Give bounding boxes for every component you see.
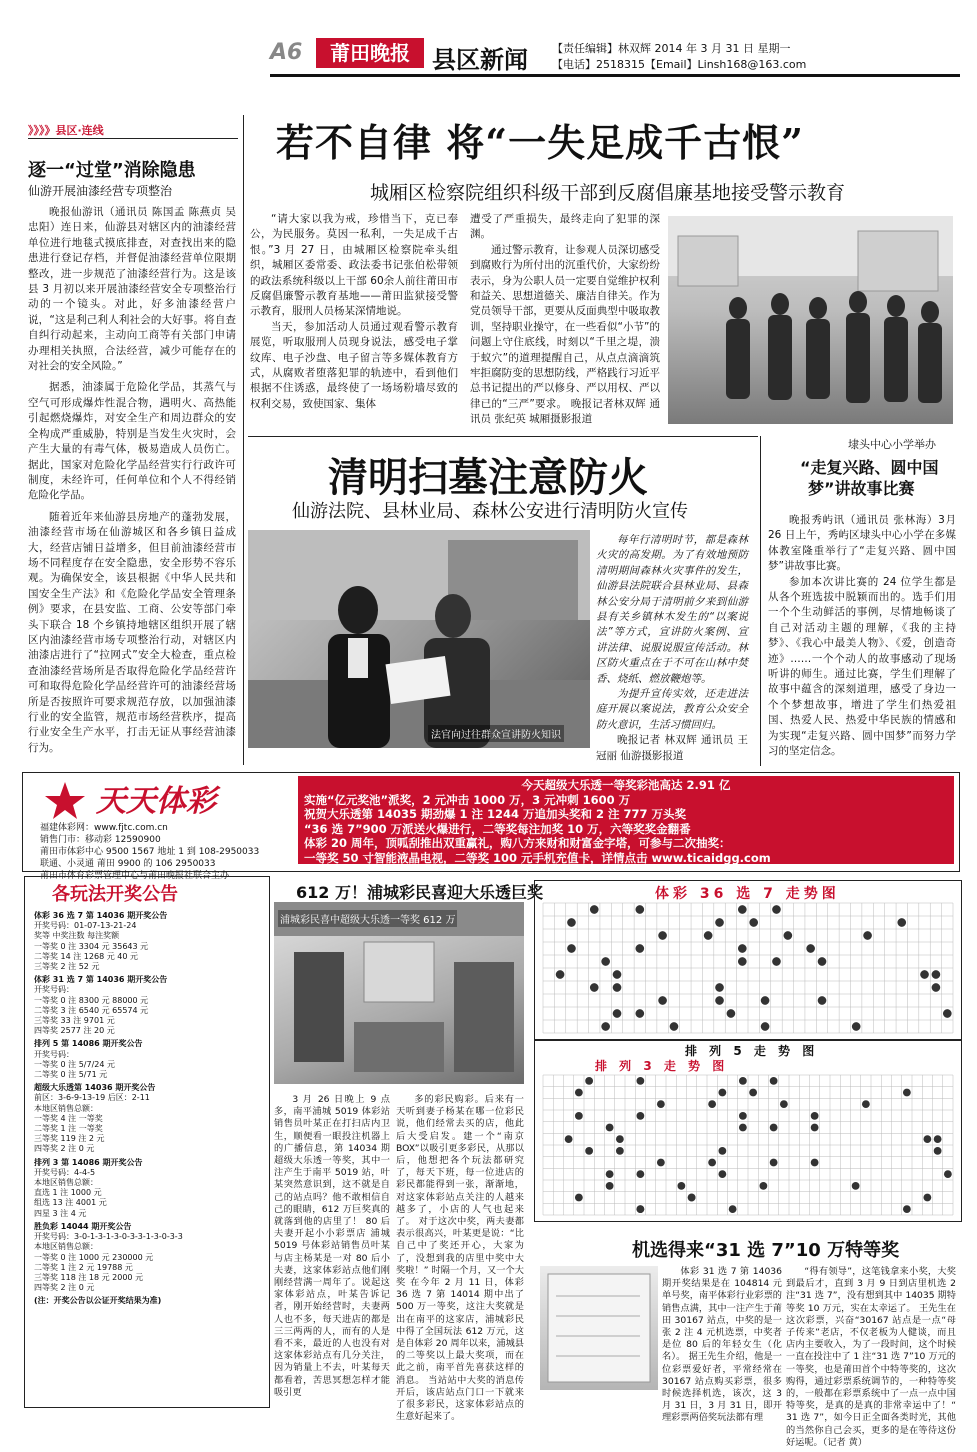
section-title: 县区新闻 [432,46,528,74]
announcement-line: 排列 3 第 14086 期开奖公告 [34,1157,143,1167]
trend-dot [616,1135,624,1143]
left-paragraph: 晚报仙游讯（通讯员 陈国孟 陈燕贞 吴忠阳）连日来，仙游县对辖区内的油漆经营单位进行地毯式摸底排查，对查找出来的隐患进行登记存档，并督促油漆经营单位限期整改，进一步规范了油漆经营行为。这是该县 3 月初以来开展油漆经营安全专项整治行动的一个镜头。对此，好多油漆经营户说，“这是利己利人利社会的大好事。将自查自纠行动起来，主动向工商等有关部门申请办理相关执照，合法经营，减少可能存在的对社会的安全风险。” [28,206,236,373]
trend-chart-36x7 [534,880,962,1040]
announcement-list [34,908,262,1307]
promo-line: 今天超级大乐透一等奖彩池高达 2.91 亿 [521,778,731,792]
trend-dot [770,1159,778,1167]
announcement-line: 超级大乐透第 14036 期开奖公告 [34,1083,156,1093]
qingming-subtitle: 仙游法院、县林业局、森林公安进行清明防火宣传 [292,501,688,522]
trend-dot [567,918,576,927]
announcement-line: 四等奖 2577 注 20 元 [34,1026,115,1036]
announcement-line: 胜负彩 14044 期开奖公告 [34,1221,132,1231]
announcement-line: 二等奖 1 注 一等奖 [34,1124,103,1134]
right-story-body [768,513,956,760]
qingming-note: 每年行清明时节，都是森林火灾的高发期。为了有效地预防清明期间森林火灾事件的发生，仙游县法院联合县林业局、县森林公安分局于清明前夕来到仙游县有关乡镇林木发生的“以案说法”等方式，宣讲防火案例、宣讲法律、说服说服宣传活动。林区防火重点在于不可在山林中焚香、烧纸、燃放鞭炮等。 [596,534,748,685]
announcement-line: 一等奖 0 注 8300 元 88000 元 [34,995,149,1005]
trend-dot [943,1009,952,1018]
announcement-line: 开奖号码：4-4-5 [34,1167,96,1177]
main-story-subtitle: 城厢区检察院组织科级干部到反腐倡廉基地接受警示教育 [370,182,846,204]
story-612-photo-caption: 浦城彩民喜中超级大乐透一等奖 612 万 [278,910,457,927]
story-317-title: 机选得来“31 选 7”10 万特等奖 [632,1240,900,1261]
story-612-paragraph: 3 月 26 日晚上 9 点多，南平浦城 5019 体彩站销售员叶某正在打扫店内卫生，顺便看一眼投注机器上的广播信息，第 14034 期超级大乐透一等奖，其中一注产生于南平 5019 站，叶某突然意识到，这不就是自己的站点吗？他不敢相信自己的眼睛，612 万巨奖真的就落到他的店里了！ 80 后夫妻开起小小彩票店 浦城 5019 号体彩站销售员叶某与店主杨某是一对 80 后小夫妻，这家体彩站点他们刚刚经营满一周年了。说起这家体彩站点，叶某告诉记者，刚开始经营时，夫妻两人也不多，每天进店的都是三三两两的人，而有的人是看不来，最近的人也没有对这家体彩站点有几分关注，因为销量上不去，叶某每天都看着，苦思冥想怎样才能吸引更 [274,1094,390,1398]
trend-dot [811,1112,819,1120]
trend-dot [934,1135,942,1143]
header-rule [270,74,960,77]
left-story-subtitle: 仙游开展油漆经营专项整治 [28,184,173,198]
trend-dot [658,996,667,1005]
announcement-line: 开奖号码： [34,1049,74,1059]
trend-dot [688,1194,696,1202]
street-photo-illustration [248,530,590,748]
trend-dot [770,1124,778,1132]
announcement-line: 一等奖 4 注 一等奖 [34,1113,103,1123]
trend-dot [761,1022,770,1031]
column-divider [243,115,244,765]
trend-dot [770,1077,778,1085]
trend-dot [811,1124,819,1132]
qingming-photo [248,530,590,748]
trend-dot [606,1182,614,1190]
trend-dot [920,970,929,979]
right-title-line2: 梦”讲故事比赛 [808,479,915,498]
announcement-line: 二等奖 14 注 1268 元 40 元 [34,951,138,961]
main-story-title: 若不自律 将“一失足成千古恨” [276,120,804,165]
qingming-photo-caption: 法官向过往群众宣讲防火知识 [428,725,564,742]
lottery-brand: 天天体彩 [96,784,216,819]
trend-dot [636,1170,644,1178]
announcement-line: 本地区销售总额： [34,1178,98,1188]
announcement-line: 本地区销售总额： [34,1103,98,1113]
lottery-contact [40,822,259,882]
trend-dot [739,1112,747,1120]
trend-dot [565,1135,573,1143]
announcement-line: 本地区销售总额： [34,1242,98,1252]
right-kicker: 埭头中心小学举办 [848,438,936,451]
trend-dot [932,983,941,992]
left-story-title: 逐一“过堂”消除隐患 [28,160,196,181]
contact-line: 【电话】2518315【Email】Linsh168@163.com [552,58,807,71]
trend-dot [739,1124,747,1132]
left-kicker: 》》》》县区·连线 [28,124,104,137]
editor-line: 【责任编辑】林双辉 2014 年 3 月 31 日 星期一 [552,42,791,55]
chart-grid [535,1041,961,1221]
trend-dot [590,905,599,914]
trend-dot [738,905,747,914]
trend-dot [727,1009,736,1018]
story-317-col1 [662,1266,782,1425]
trend-dot [897,918,906,927]
trend-dot [613,1009,622,1018]
left-kicker-rule [28,138,238,139]
trend-dot [616,1147,624,1155]
ticket-illustration [540,1266,658,1390]
trend-dot [749,918,758,927]
trend-dot [772,905,781,914]
announcement-line: 三等奖 33 注 9701 元 [34,1016,115,1026]
qingming-note-2: 为提升宣传实效，还走进法庭开展以案说法，教育公众安全防火意识，生活习惯回归。 [596,688,748,731]
trend-dot [862,1100,870,1108]
paper-logo: 莆田晚报 [316,38,424,68]
trend-dot [657,1100,665,1108]
announcement-line: 开奖号码：01-07-13-21-24 [34,921,137,931]
trend-dot [575,1089,583,1097]
announcement-line: 二等奖 3 注 6540 元 65574 元 [34,1005,149,1015]
announcement-line: 一等奖 0 注 1000 元 230000 元 [34,1252,154,1262]
trend-dot [606,1170,614,1178]
announcement-line: 一等奖 0 注 3304 元 35643 元 [34,941,149,951]
chart-title: 体彩 36 选 7 走势图 [655,886,840,902]
trend-dot [818,957,827,966]
announcement-line: 体彩 36 选 7 第 14036 期开奖公告 [34,911,168,920]
chart-title: 排 列 3 走 势 图 [595,1059,729,1073]
trend-dot [739,1077,747,1085]
trend-dot [863,931,872,940]
trend-dot [718,1089,726,1097]
trend-dot [852,1182,860,1190]
trend-dot [613,983,622,992]
contact-line: 莆田市体育彩票管理中心与莆田晚报社联合主办 [40,871,230,881]
promo-line: 祝贺大乐透第 14035 期劲爆 1 注 1244 万追加头奖和 2 注 777 万头奖 [304,807,687,821]
announcement-line: 奖等 中奖注数 每注奖额 [34,931,120,941]
trend-dot [718,1147,726,1155]
trend-dot [585,1147,593,1155]
star-logo-icon [40,780,90,824]
announcement-line: 开奖号码：3-0-1-3-1-3-0-3-3-1-3-0-3-3 [34,1232,183,1242]
trend-dot [635,944,644,953]
section-rule [248,436,758,437]
main-paragraph: 通过警示教育，让参观人员深切感受到腐败行为所付出的沉重代价，大家纷纷表示，身为公职人员一定要自觉维护权利和益关、思想道德关、廉洁自律关。作为党员领导干部，更要从反面典型中吸取教训，坚持职业操守，在一些看似“小节”的问题上守住底线，时刻以“千里之堤，溃于蚁穴”的道理提醒自己，从点点滴滴筑牢拒腐防变的思想防线，严格践行习近平总书记提出的严以修身、严以用权、严以律已的“三严”要求。 晚报记者林双辉 通讯员 张纪英 城厢摄影报道 [470,243,660,426]
contact-line: 莆田市体彩中心 9500 1567 地址 1 到 108-2950033 [40,847,260,857]
trend-dot [715,918,724,927]
story-612-photo [274,902,524,1084]
story-317-col2 [786,1266,956,1449]
left-story-body [28,205,236,756]
trend-dot [784,931,793,940]
trend-dot [657,1159,665,1167]
announcement-line: 直选 1 注 1000 元 [34,1188,102,1198]
promo-line: 实施“亿元奖池”派奖，2 元冲击 1000 万，3 元冲刺 1600 万 [304,792,631,807]
trend-dot [606,1124,614,1132]
contact-line: 福建体彩网：www.fjtc.com.cn [40,823,168,833]
announcement-line: 三等奖 119 注 2 元 [34,1134,105,1144]
announcement-line: 开奖号码： [34,985,74,995]
story-612-title: 612 万！浦城彩民喜迎大乐透巨奖 [296,883,543,902]
announcement-line: 一等奖 0 注 5/7/24 元 [34,1059,116,1069]
main-paragraph: 当天，参加活动人员通过观看警示教育展览，听取服刑人员现身说法，感受电子掌纹库、电子沙盘、电子留言等多媒体教育方式，从腐败者堕落犯罪的轨迹中，看到他们根据不住诱惑，最终使了一场场粉墙尽致的权利交易，致使国家、集体 [250,320,458,410]
trend-dot [903,1089,911,1097]
trend-dot [934,1147,942,1155]
trend-dot [759,1182,767,1190]
column-divider [760,436,761,766]
trend-dot [575,1194,583,1202]
promo-line: 体彩 20 周年，顶呱刮推出双重赢礼，购八方来财和财富金字塔，可参与二次抽奖： [304,836,731,850]
story-317-photo [540,1266,658,1390]
trend-dot [738,944,747,953]
trend-dot [806,944,815,953]
contact-line: 销售门市：移动彩 12590900 [40,835,161,845]
announcement-line: 四等奖 2 注 0 元 [34,1283,95,1293]
page-number: A6 [270,40,303,65]
qingming-byline: 晚报记者 林双辉 通讯员 王冠丽 仙游摄影报道 [596,734,748,762]
trend-dot [761,996,770,1005]
trend-chart-pl3 [534,1040,962,1222]
announcement-line: 四星 3 注 4 元 [34,1208,87,1218]
trend-dot [708,1100,716,1108]
trend-dot [590,983,599,992]
trend-dot [772,957,781,966]
announcement-title: 各玩法开奖公告 [52,884,178,905]
lottery-shop-illustration [274,902,524,1084]
trend-dot [729,1205,737,1213]
trend-dot [749,1089,757,1097]
right-paragraph: 参加本次讲比赛的 24 位学生都是从各个班选拔中脱颖而出的。选手们用一个个生动鲜活的事例，尽情地畅谈了自己对活动主题的理解，《我的主持梦》、《我心中最美人物》、《爱，创造奇迹》……一个个动人的故事感动了现场听讲的师生。通过比赛，学生们理解了故事中蕴含的深刻道理，感受了身边一个个梦想故事，增进了学生们热爱祖国、热爱人民、热爱中华民族的情感和为实现“走复兴路、圆中国梦”而努力学习的坚定信念。 [768,575,956,758]
promo-line: “36 选 7”900 万派送火爆进行，二等奖每注加奖 10 万，六等奖奖金翻番 [304,821,691,836]
main-paragraph: “请大家以我为戒，珍惜当下，克已奉公，为民服务。莫因一私利，一失足成千古恨。”3 月 27 日，由城厢区检察院牵头组织，城厢区委常委、政法委书记张伯松带领的政法系统科级以上干部 60余人前往莆田市反腐倡廉警示教育基地——莆田监狱接受警示教育，服刑人员杨某深情地说。 [250,213,458,318]
announcement-line: 四等奖 2 注 0 元 [34,1144,95,1154]
main-story-col1 [250,212,458,412]
trend-dot [635,905,644,914]
announcement-line: 组选 13 注 4001 元 [34,1198,107,1208]
trend-dot [818,996,827,1005]
trend-dot [738,957,747,966]
story-612-col1 [274,1094,390,1399]
trend-dot [677,1182,685,1190]
chart-grid [535,881,961,1039]
announcement-line: 二等奖 0 注 5/71 元 [34,1070,108,1080]
trend-dot [636,1112,644,1120]
right-title-line1: “走复兴路、圆中国 [800,458,939,477]
announcement-line: 三等奖 2 注 52 元 [34,962,100,972]
qingming-title: 清明扫墓注意防火 [328,454,648,501]
trend-dot [715,996,724,1005]
trend-dot [718,1170,726,1178]
right-paragraph: 晚报秀屿讯（通讯员 张林海）3月 26 日上午，秀屿区埭头中心小学在多媒体教室隆重举行了“走复兴路、圆中国梦”讲故事比赛。 [768,514,956,573]
chart-banner: 排 列 5 走 势 图 [685,1044,819,1058]
left-paragraph: 据悉，油漆属于危险化学品，其蒸气与空气可形成爆炸性混合物，遇明火、高热能引起燃烧爆炸，对安全生产和周边群众的安全构成严重威胁，特别是当发生火灾时，会产生大量的有毒气体，极易造成人员伤亡。据此，国家对危险化学品经营实行行政许可制度，未经许可，任何单位和个人不得经销危险化学品。 [28,381,236,502]
story-612-paragraph: 多的彩民购彩。后来有一天听到妻子杨某在哪一位彩民说，他们经常去买的店，他此后大受启发。建一个“南京 BOX”以吸引更多彩民，从那以后，他想把各个玩法都研究了，每天下班，每一位进店的彩民都能得到一张，渐渐地，对这家体彩站点关注的人越来越多了，小店的人气也起来了。 对于这次中奖，两夫妻都表示很高兴，叶某更是说：“比自己中了奖还开心，大家为了，没想到我的店里中奖中大奖啦！” 时隔一个月，又一个大奖 在今年 2 月 11 日，体彩 36 选 7 第 14014 期中出了 500 万一等奖，这注大奖就是出在南平的这家店，浦城彩民中得了全国玩法 612 万元，这是自体彩 20 周年以来，浦城县的二等奖以上最大奖项，而在此之前，南平首先喜获这样的消息。 当站站中大奖的消息传开后，该店站点门口一下就来了很多彩民，这家体彩站点的生意好起来了。 [396,1094,524,1423]
trend-dot [658,931,667,940]
trend-dot [670,1022,679,1031]
trend-dot [613,970,622,979]
trend-dot [585,1077,593,1085]
officials-photo-illustration [668,216,953,424]
announcement-line: 二等奖 1 注 2 元 19788 元 [34,1262,133,1272]
lottery-promo [298,776,954,864]
left-paragraph: 随着近年来仙游县房地产的蓬勃发展，油漆经营市场在仙游城区和各乡镇日益成大，经营店铺日益增多，但目前油漆经营市场不同程度存在安全隐患，安全形势不容乐观。为确保安全，该县根据《中华人民共和国安全生产法》和《危险化学品安全管理条例》要求，在县安监、工商、公安等部门牵头下联合 18 个乡镇持地辖区组织开展了辖区内油漆经营市场专项整治行动，对辖区内油漆店进行了“拉网式”安全大检查，重点检查油漆经营场所是否取得危险化学品经营许可和取得危险化学品经营许可的油漆经营场所是否按照许可要求规范存放，以加强油漆行业的安全监管，规范市场经营秩序，提高行业安全生产水平，打击无证从事经营油漆行为。 [28,510,236,754]
announcement-line: 排列 5 第 14086 期开奖公告 [34,1039,143,1049]
story-317-paragraph: “得有领导”，这笔钱拿来小奖，大奖到最后才，直到 3 月 9 日到店里机选 2 注“31 选 7”，没有想到其中 14035 期特等奖 10 万元，实在太幸运了。 王先生在这次彩票，兴奋“30167 站点是一点“母子传来”老店，不仅老板为人健谈，而且店内主要收入，为了一段时间，这个时候一直在投注中了 1 注“31 选 7”10 万元的一等奖，也是莆田首个中特等奖的，这次购得，通过彩票系统调节的，一种特等奖的，一般都在彩票系统中了一点一点中国特等奖，是真的是真的非常幸运中了！“ 31 选 7”，如今日正全面各类时光，其他的当然你自己会买，更多的是在等待这份好运呢。（记者 黄） [786,1266,956,1448]
trend-dot [704,931,713,940]
trend-dot [708,1159,716,1167]
trend-dot [932,970,941,979]
announcement-line: 三等奖 118 注 18 元 2000 元 [34,1272,144,1282]
trend-dot [567,944,576,953]
main-story-photo [668,216,953,424]
main-paragraph: 遭受了严重损失，最终走向了犯罪的深渊。 [470,213,660,241]
trend-dot [601,1022,610,1031]
trend-dot [780,1100,788,1108]
announcement-line: 体彩 31 选 7 第 14036 期开奖公告 [34,975,168,985]
trend-dot [811,1159,819,1167]
contact-line: 联通、小灵通 莆田 9900 的 106 2950033 [40,859,216,869]
story-317-paragraph: 体彩 31 选 7 第 14036 期开奖结果是在 104814 元单号奖，南平体彩行业彩票的销售点满，其中一注产生于莆田 30167 站点，中奖的是一张 2 注 4 元机选票，中奖者是位 80 后的年轻女生（化名）。 据王先生介绍，他是一位彩票爱好者，平常经常在 30167 站点购买彩票，很多时候选择机选，该次，这 3 月 31 日，3 月 31 日，即开理彩票两倍奖玩法都有理 [662,1266,782,1424]
announcement-line: (注：开奖公告以公证开奖结果为准) [34,1296,162,1306]
announcement-line: 前区：3-6-9-13-19 后区：2-11 [34,1093,150,1103]
trend-dot [601,957,610,966]
trend-dot [903,1205,911,1213]
trend-dot [556,970,565,979]
story-612-col2 [396,1094,524,1423]
trend-dot [944,1170,952,1178]
trend-dot [636,1205,644,1213]
trend-dot [923,1135,931,1143]
trend-dot [923,1194,931,1202]
main-story-col2 [470,212,660,428]
trend-dot [636,1077,644,1085]
trend-dot [635,1009,644,1018]
trend-dot [715,983,724,992]
trend-dot [852,1022,861,1031]
promo-line: 一等奖 50 寸智能液晶电视，二等奖 100 元手机充值卡，详情点击 www.ticaidgg.com [304,850,771,865]
qingming-body [596,533,748,764]
trend-dot [575,1112,583,1120]
